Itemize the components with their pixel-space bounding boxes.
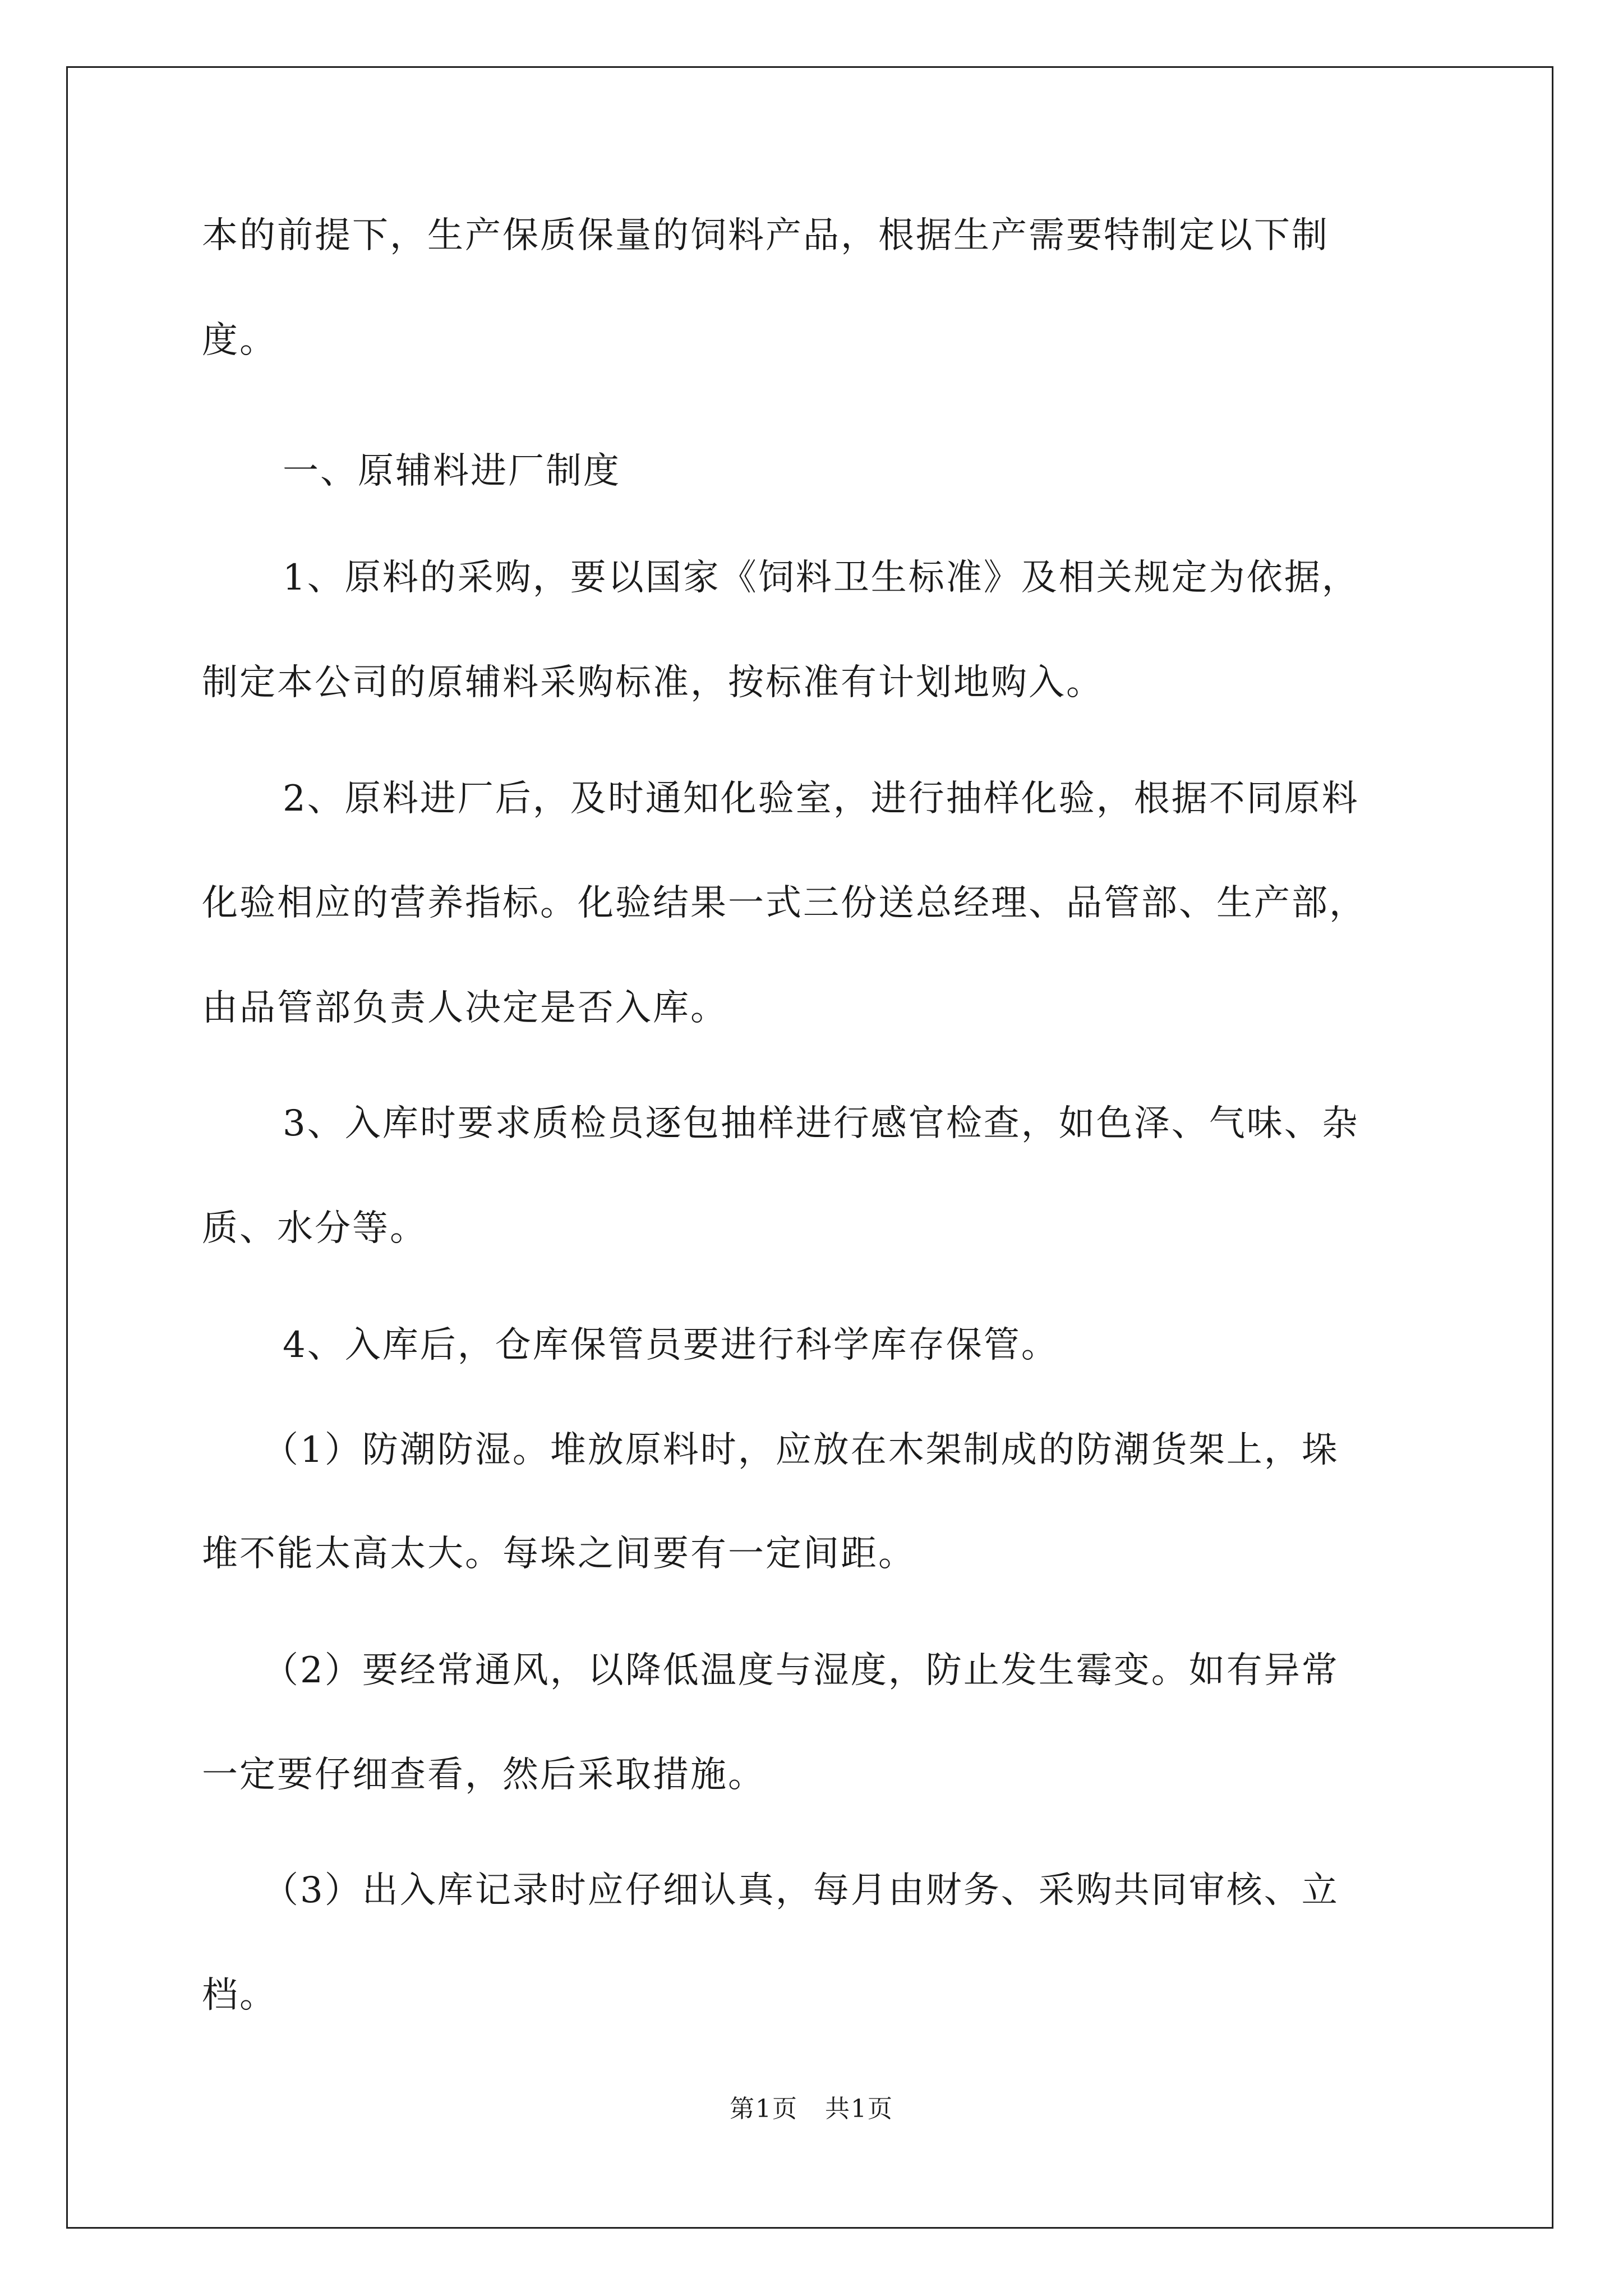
page-number: 第1页: [730, 2095, 798, 2123]
text-line: 一定要仔细查看，然后采取措施。: [202, 1754, 766, 1796]
text-line: 2、原料进厂后，及时通知化验室，进行抽样化验，根据不同原料: [283, 778, 1359, 820]
page-total: 共1页: [825, 2095, 893, 2123]
text-line: 3、入库时要求质检员逐包抽样进行感官检查，如色泽、气味、杂: [283, 1103, 1359, 1144]
text-line: 由品管部负责人决定是否入库。: [202, 987, 728, 1029]
section-heading: 一、原辅料进厂制度: [283, 450, 621, 492]
text-line: 4、入库后，仓库保管员要进行科学库存保管。: [283, 1324, 1059, 1366]
text-line: 档。: [202, 1975, 277, 2016]
text-line: （3）出入库记录时应仔细认真，每月由财务、采购共同审核、立: [262, 1870, 1339, 1911]
text-line: 制定本公司的原辅料采购标准，按标准有计划地购入。: [202, 662, 1104, 703]
text-line: （1）防潮防湿。堆放原料时，应放在木架制成的防潮货架上，垛: [262, 1429, 1339, 1471]
text-line: 1、原料的采购，要以国家《饲料卫生标准》及相关规定为依据，: [283, 557, 1359, 599]
page-footer: [0, 2093, 1623, 2125]
text-line: 度。: [202, 320, 277, 361]
text-line: 本的前提下，生产保质保量的饲料产品，根据生产需要特制定以下制: [202, 215, 1329, 256]
text-line: 质、水分等。: [202, 1208, 427, 1249]
text-line: （2）要经常通风，以降低温度与湿度，防止发生霉变。如有异常: [262, 1650, 1339, 1691]
text-line: 化验相应的营养指标。化验结果一式三份送总经理、品管部、生产部，: [202, 882, 1367, 924]
text-line: 堆不能太高太大。每垛之间要有一定间距。: [202, 1533, 916, 1575]
